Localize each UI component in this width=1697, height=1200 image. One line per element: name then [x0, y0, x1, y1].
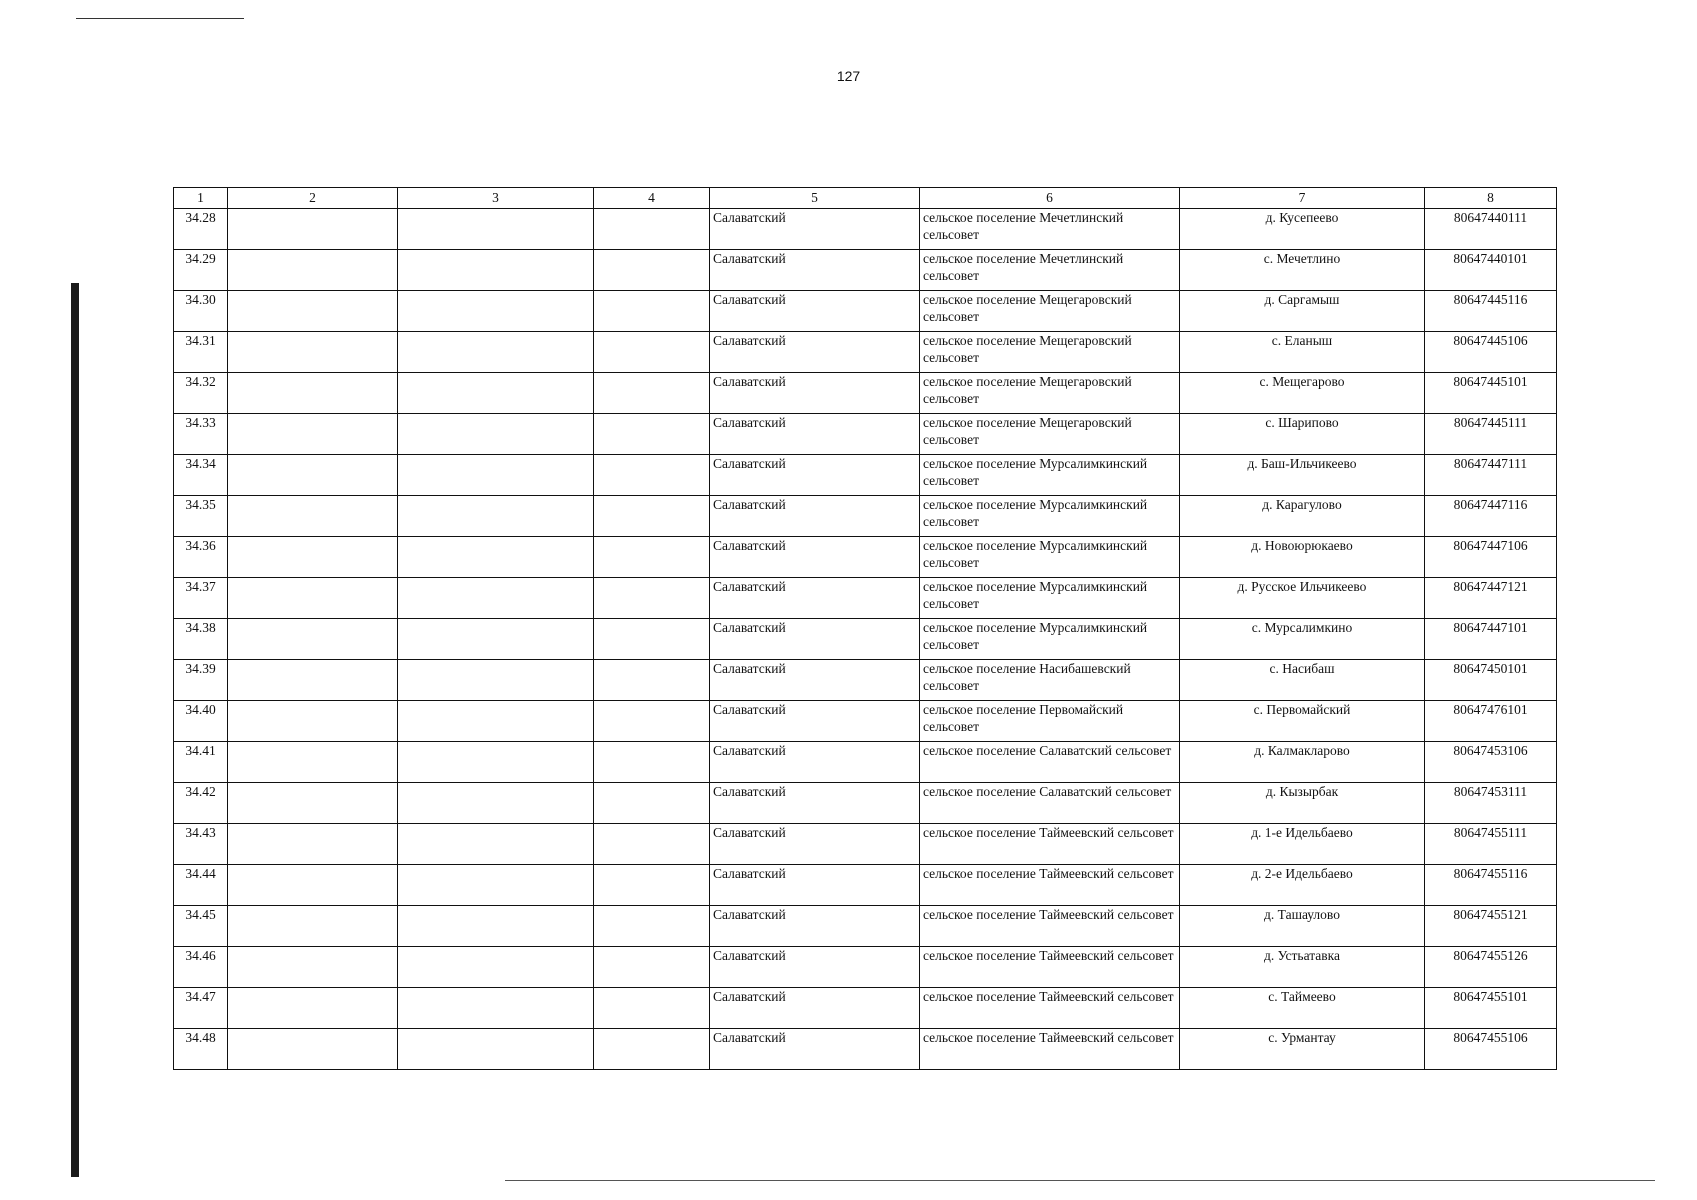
settlement-cell: сельское поселение Мурсалимкинский сельсовет — [920, 537, 1180, 578]
col4-cell — [594, 373, 710, 414]
settlement-cell: сельское поселение Мурсалимкинский сельсовет — [920, 619, 1180, 660]
row-number: 34.42 — [174, 783, 228, 824]
district-cell: Салаватский — [710, 455, 920, 496]
col2-cell — [228, 250, 398, 291]
oktmo-code-cell: 80647440101 — [1425, 250, 1557, 291]
col4-cell — [594, 209, 710, 250]
district-cell: Салаватский — [710, 1029, 920, 1070]
table-row — [174, 865, 1557, 906]
district-cell: Салаватский — [710, 578, 920, 619]
district-cell: Салаватский — [710, 373, 920, 414]
district-cell: Салаватский — [710, 742, 920, 783]
col3-cell — [398, 988, 594, 1029]
table-row — [174, 291, 1557, 332]
col3-cell — [398, 291, 594, 332]
col2-cell — [228, 496, 398, 537]
oktmo-code-cell: 80647455116 — [1425, 865, 1557, 906]
col2-cell — [228, 619, 398, 660]
column-header: 5 — [710, 188, 920, 209]
table-row — [174, 783, 1557, 824]
col4-cell — [594, 578, 710, 619]
settlement-cell: сельское поселение Мещегаровский сельсовет — [920, 332, 1180, 373]
district-cell: Салаватский — [710, 906, 920, 947]
column-header: 1 — [174, 188, 228, 209]
oktmo-code-cell: 80647453111 — [1425, 783, 1557, 824]
col4-cell — [594, 865, 710, 906]
oktmo-code-cell: 80647476101 — [1425, 701, 1557, 742]
row-number: 34.30 — [174, 291, 228, 332]
locality-cell: с. Таймеево — [1180, 988, 1425, 1029]
settlement-cell: сельское поселение Салаватский сельсовет — [920, 783, 1180, 824]
table-row — [174, 947, 1557, 988]
col2-cell — [228, 1029, 398, 1070]
col3-cell — [398, 701, 594, 742]
col2-cell — [228, 373, 398, 414]
oktmo-code-cell: 80647455101 — [1425, 988, 1557, 1029]
oktmo-code-cell: 80647445116 — [1425, 291, 1557, 332]
district-cell: Салаватский — [710, 496, 920, 537]
row-number: 34.37 — [174, 578, 228, 619]
table-row — [174, 660, 1557, 701]
oktmo-code-cell: 80647445111 — [1425, 414, 1557, 455]
column-header: 2 — [228, 188, 398, 209]
table-row — [174, 414, 1557, 455]
table-row — [174, 332, 1557, 373]
locality-cell: д. Русское Ильчикеево — [1180, 578, 1425, 619]
oktmo-code-cell: 80647455111 — [1425, 824, 1557, 865]
page-number: 127 — [836, 68, 861, 84]
row-number: 34.35 — [174, 496, 228, 537]
col3-cell — [398, 906, 594, 947]
row-number: 34.48 — [174, 1029, 228, 1070]
col3-cell — [398, 578, 594, 619]
locality-cell: д. Саргамыш — [1180, 291, 1425, 332]
col2-cell — [228, 701, 398, 742]
col3-cell — [398, 824, 594, 865]
col3-cell — [398, 947, 594, 988]
col4-cell — [594, 332, 710, 373]
col2-cell — [228, 414, 398, 455]
col2-cell — [228, 988, 398, 1029]
col2-cell — [228, 455, 398, 496]
col2-cell — [228, 209, 398, 250]
oktmo-code-cell: 80647440111 — [1425, 209, 1557, 250]
col3-cell — [398, 783, 594, 824]
col4-cell — [594, 414, 710, 455]
top-rule — [76, 18, 244, 19]
col2-cell — [228, 947, 398, 988]
oktmo-code-cell: 80647453106 — [1425, 742, 1557, 783]
bottom-rule — [505, 1180, 1655, 1181]
col2-cell — [228, 742, 398, 783]
col3-cell — [398, 332, 594, 373]
settlement-cell: сельское поселение Салаватский сельсовет — [920, 742, 1180, 783]
row-number: 34.38 — [174, 619, 228, 660]
table-row — [174, 742, 1557, 783]
district-cell: Салаватский — [710, 824, 920, 865]
col4-cell — [594, 1029, 710, 1070]
locality-cell: с. Урмантау — [1180, 1029, 1425, 1070]
settlement-cell: сельское поселение Мещегаровский сельсовет — [920, 291, 1180, 332]
col3-cell — [398, 455, 594, 496]
settlement-cell: сельское поселение Таймеевский сельсовет — [920, 988, 1180, 1029]
oktmo-code-cell: 80647445106 — [1425, 332, 1557, 373]
oktmo-code-cell: 80647447101 — [1425, 619, 1557, 660]
settlement-cell: сельское поселение Таймеевский сельсовет — [920, 824, 1180, 865]
row-number: 34.47 — [174, 988, 228, 1029]
row-number: 34.34 — [174, 455, 228, 496]
table-row — [174, 619, 1557, 660]
column-header: 4 — [594, 188, 710, 209]
district-cell: Салаватский — [710, 209, 920, 250]
table-row — [174, 824, 1557, 865]
locality-cell: с. Еланыш — [1180, 332, 1425, 373]
row-number: 34.44 — [174, 865, 228, 906]
locality-cell: д. Баш-Ильчикеево — [1180, 455, 1425, 496]
settlement-cell: сельское поселение Насибашевский сельсовет — [920, 660, 1180, 701]
locality-cell: д. Карагулово — [1180, 496, 1425, 537]
row-number: 34.46 — [174, 947, 228, 988]
col3-cell — [398, 865, 594, 906]
col3-cell — [398, 742, 594, 783]
settlement-cell: сельское поселение Таймеевский сельсовет — [920, 865, 1180, 906]
col4-cell — [594, 947, 710, 988]
row-number: 34.39 — [174, 660, 228, 701]
locality-cell: д. Новоюрюкаево — [1180, 537, 1425, 578]
settlement-cell: сельское поселение Первомайский сельсовет — [920, 701, 1180, 742]
district-cell: Салаватский — [710, 660, 920, 701]
oktmo-code-cell: 80647447106 — [1425, 537, 1557, 578]
locality-cell: с. Мечетлино — [1180, 250, 1425, 291]
district-cell: Салаватский — [710, 332, 920, 373]
col2-cell — [228, 537, 398, 578]
settlement-cell: сельское поселение Мурсалимкинский сельсовет — [920, 496, 1180, 537]
oktmo-code-cell: 80647445101 — [1425, 373, 1557, 414]
oktmo-code-cell: 80647455126 — [1425, 947, 1557, 988]
settlement-cell: сельское поселение Мечетлинский сельсовет — [920, 209, 1180, 250]
registry-table — [173, 187, 1557, 1070]
col4-cell — [594, 701, 710, 742]
locality-cell: с. Шарипово — [1180, 414, 1425, 455]
col3-cell — [398, 250, 594, 291]
row-number: 34.45 — [174, 906, 228, 947]
settlement-cell: сельское поселение Таймеевский сельсовет — [920, 1029, 1180, 1070]
col2-cell — [228, 660, 398, 701]
district-cell: Салаватский — [710, 414, 920, 455]
col4-cell — [594, 291, 710, 332]
oktmo-code-cell: 80647455121 — [1425, 906, 1557, 947]
col3-cell — [398, 496, 594, 537]
settlement-cell: сельское поселение Мечетлинский сельсовет — [920, 250, 1180, 291]
oktmo-code-cell: 80647447116 — [1425, 496, 1557, 537]
locality-cell: с. Насибаш — [1180, 660, 1425, 701]
oktmo-code-cell: 80647455106 — [1425, 1029, 1557, 1070]
row-number: 34.33 — [174, 414, 228, 455]
oktmo-code-cell: 80647447121 — [1425, 578, 1557, 619]
col4-cell — [594, 496, 710, 537]
table-row — [174, 496, 1557, 537]
settlement-cell: сельское поселение Мурсалимкинский сельсовет — [920, 455, 1180, 496]
table-row — [174, 701, 1557, 742]
district-cell: Салаватский — [710, 865, 920, 906]
locality-cell: д. Устьатавка — [1180, 947, 1425, 988]
col3-cell — [398, 1029, 594, 1070]
district-cell: Салаватский — [710, 537, 920, 578]
settlement-cell: сельское поселение Таймеевский сельсовет — [920, 947, 1180, 988]
locality-cell: д. Кусепеево — [1180, 209, 1425, 250]
oktmo-code-cell: 80647450101 — [1425, 660, 1557, 701]
header-row — [174, 188, 1557, 209]
locality-cell: д. 1-е Идельбаево — [1180, 824, 1425, 865]
row-number: 34.29 — [174, 250, 228, 291]
col2-cell — [228, 824, 398, 865]
col4-cell — [594, 742, 710, 783]
table-row — [174, 988, 1557, 1029]
table-row — [174, 373, 1557, 414]
table-row — [174, 537, 1557, 578]
district-cell: Салаватский — [710, 783, 920, 824]
settlement-cell: сельское поселение Мещегаровский сельсовет — [920, 414, 1180, 455]
col4-cell — [594, 988, 710, 1029]
locality-cell: с. Мурсалимкино — [1180, 619, 1425, 660]
col4-cell — [594, 660, 710, 701]
table-row — [174, 1029, 1557, 1070]
district-cell: Салаватский — [710, 291, 920, 332]
row-number: 34.28 — [174, 209, 228, 250]
col4-cell — [594, 250, 710, 291]
table-row — [174, 578, 1557, 619]
oktmo-code-cell: 80647447111 — [1425, 455, 1557, 496]
col2-cell — [228, 906, 398, 947]
table-row — [174, 906, 1557, 947]
district-cell: Салаватский — [710, 701, 920, 742]
settlement-cell: сельское поселение Мещегаровский сельсовет — [920, 373, 1180, 414]
table-body — [174, 209, 1557, 1070]
col4-cell — [594, 906, 710, 947]
district-cell: Салаватский — [710, 250, 920, 291]
settlement-cell: сельское поселение Таймеевский сельсовет — [920, 906, 1180, 947]
district-cell: Салаватский — [710, 947, 920, 988]
row-number: 34.40 — [174, 701, 228, 742]
col2-cell — [228, 783, 398, 824]
col3-cell — [398, 414, 594, 455]
locality-cell: д. Ташаулово — [1180, 906, 1425, 947]
col3-cell — [398, 660, 594, 701]
locality-cell: д. 2-е Идельбаево — [1180, 865, 1425, 906]
locality-cell: д. Калмакларово — [1180, 742, 1425, 783]
col2-cell — [228, 578, 398, 619]
district-cell: Салаватский — [710, 988, 920, 1029]
scan-edge-bar — [71, 283, 79, 1177]
locality-cell: с. Мещегарово — [1180, 373, 1425, 414]
district-cell: Салаватский — [710, 619, 920, 660]
column-header: 7 — [1180, 188, 1425, 209]
settlement-cell: сельское поселение Мурсалимкинский сельсовет — [920, 578, 1180, 619]
col3-cell — [398, 537, 594, 578]
table-row — [174, 250, 1557, 291]
table-row — [174, 455, 1557, 496]
col4-cell — [594, 455, 710, 496]
col3-cell — [398, 373, 594, 414]
row-number: 34.41 — [174, 742, 228, 783]
col4-cell — [594, 783, 710, 824]
row-number: 34.32 — [174, 373, 228, 414]
row-number: 34.43 — [174, 824, 228, 865]
column-header: 8 — [1425, 188, 1557, 209]
col2-cell — [228, 332, 398, 373]
column-header: 6 — [920, 188, 1180, 209]
col2-cell — [228, 865, 398, 906]
col2-cell — [228, 291, 398, 332]
locality-cell: с. Первомайский — [1180, 701, 1425, 742]
col4-cell — [594, 619, 710, 660]
col4-cell — [594, 824, 710, 865]
row-number: 34.36 — [174, 537, 228, 578]
col4-cell — [594, 537, 710, 578]
col3-cell — [398, 209, 594, 250]
row-number: 34.31 — [174, 332, 228, 373]
table-row — [174, 209, 1557, 250]
col3-cell — [398, 619, 594, 660]
locality-cell: д. Кызырбак — [1180, 783, 1425, 824]
column-header: 3 — [398, 188, 594, 209]
